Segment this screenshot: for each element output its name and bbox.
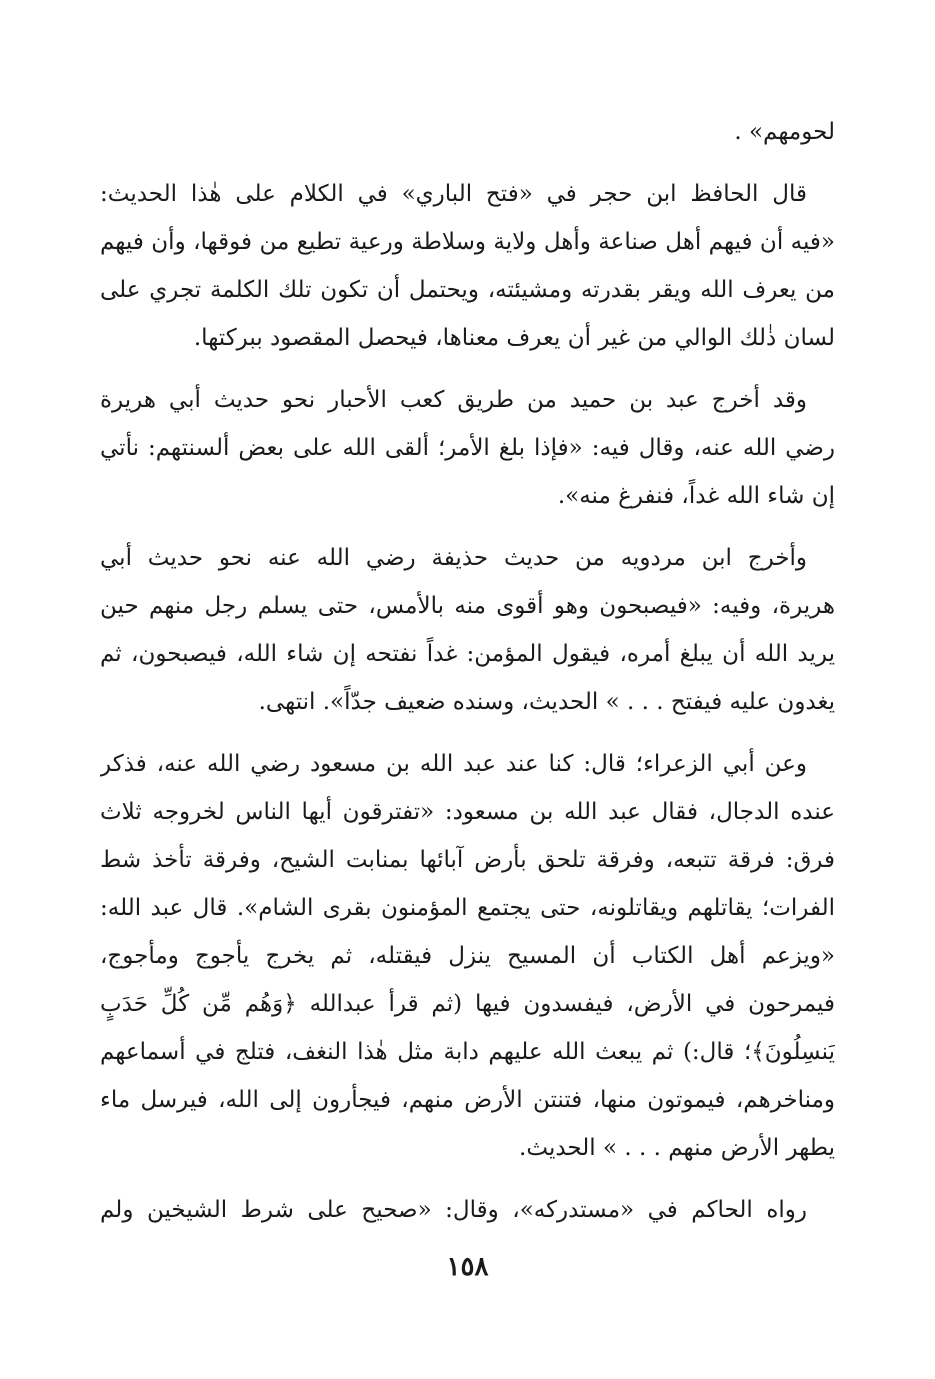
text-line: الفرات؛ يقاتلهم ويقاتلونه، حتى يجتمع المؤمنون بقرى الشام». قال عبد الله: — [100, 895, 835, 921]
text-line: يطهر الأرض منهم . . . » الحديث. — [519, 1135, 835, 1161]
text-line: وعن أبي الزعراء؛ قال: كنا عند عبد الله بن مسعود رضي الله عنه، فذكر — [100, 751, 807, 777]
paragraph — [100, 376, 835, 520]
text-line: رواه الحاكم في «مستدركه»، وقال: «صحيح على شرط الشيخين ولم — [100, 1197, 807, 1223]
paragraph — [100, 170, 835, 362]
text-line: عنده الدجال، فقال عبد الله بن مسعود: «تفترقون أيها الناس لخروجه ثلاث — [100, 799, 835, 825]
paragraph — [100, 740, 835, 1172]
text-line: يغدون عليه فيفتح . . . » الحديث، وسنده ضعيف جدّاً». انتهى. — [258, 689, 835, 715]
text-line: «ويزعم أهل الكتاب أن المسيح ينزل فيقتله، ثم يخرج يأجوج ومأجوج، — [100, 943, 835, 969]
page-body — [100, 108, 835, 1248]
paragraph — [100, 1186, 835, 1234]
text-line: إن شاء الله غداً، فنفرغ منه». — [557, 483, 835, 509]
text-line: قال الحافظ ابن حجر في «فتح الباري» في الكلام على هٰذا الحديث: — [100, 181, 807, 207]
text-line: فيمرحون في الأرض، فيفسدون فيها (ثم قرأ عبدالله ﴿وَهُم مِّن كُلِّ حَدَبٍ — [100, 991, 835, 1017]
text-line: وأخرج ابن مردويه من حديث حذيفة رضي الله عنه نحو حديث أبي — [100, 545, 807, 571]
text-line: هريرة، وفيه: «فيصبحون وهو أقوى منه بالأمس، حتى يسلم رجل منهم حين — [100, 593, 835, 619]
text-line: فرق: فرقة تتبعه، وفرقة تلحق بأرض آبائها بمنابت الشيح، وفرقة تأخذ شط — [100, 847, 835, 873]
page-number: ١٥٨ — [446, 1252, 489, 1282]
paragraph — [100, 534, 835, 726]
text-line: من يعرف الله ويقر بقدرته ومشيئته، ويحتمل أن تكون تلك الكلمة تجري على — [100, 277, 835, 303]
paragraph — [100, 108, 835, 156]
text-line: لسان ذٰلك الوالي من غير أن يعرف معناها، فيحصل المقصود ببركتها. — [193, 325, 835, 351]
text-line: وقد أخرج عبد بن حميد من طريق كعب الأحبار نحو حديث أبي هريرة — [100, 387, 807, 413]
text-line: يَنسِلُونَ﴾؛ قال:) ثم يبعث الله عليهم دابة مثل هٰذا النغف، فتلج في أسماعهم — [100, 1039, 835, 1065]
text-line: لحومهم» . — [734, 119, 835, 145]
text-line: «فيه أن فيهم أهل صناعة وأهل ولاية وسلاطة ورعية تطيع من فوقها، وأن فيهم — [100, 229, 835, 255]
text-line: يريد الله أن يبلغ أمره، فيقول المؤمن: غداً نفتحه إن شاء الله، فيصبحون، ثم — [100, 641, 835, 667]
text-line: ومناخرهم، فيموتون منها، فتنتن الأرض منهم، فيجأرون إلى الله، فيرسل ماء — [100, 1087, 835, 1113]
text-line: رضي الله عنه، وقال فيه: «فإذا بلغ الأمر؛ ألقى الله على بعض ألسنتهم: نأتي — [100, 435, 835, 461]
